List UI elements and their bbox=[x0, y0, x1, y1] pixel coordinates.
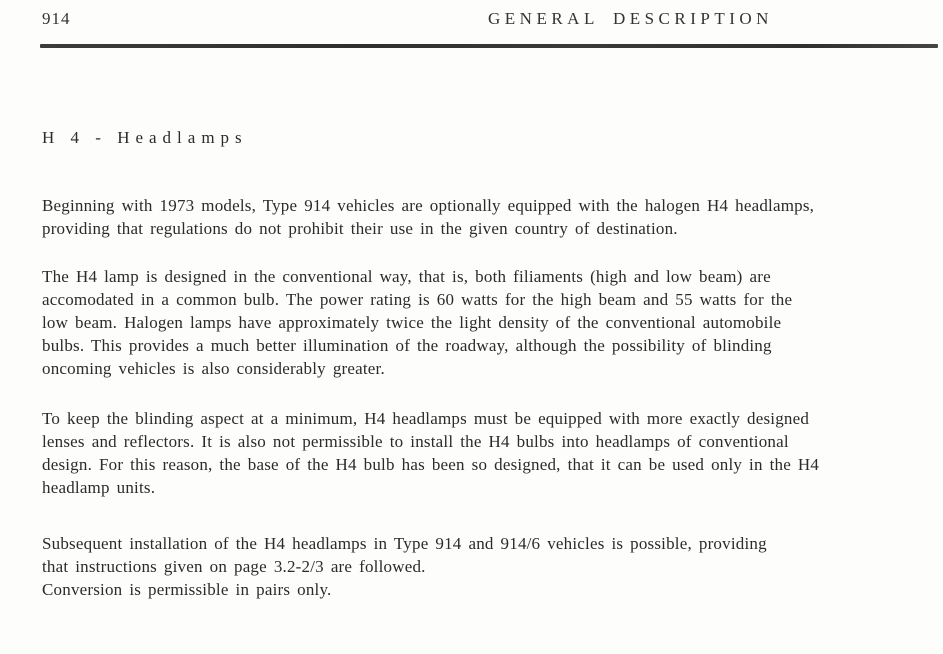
text-line: Beginning with 1973 models, Type 914 vehicles are optionally equipped with the halogen H4 headlamps, bbox=[42, 196, 815, 215]
header-divider-rule bbox=[40, 44, 938, 48]
header-title: GENERAL DESCRIPTION bbox=[488, 9, 773, 28]
text-line: oncoming vehicles is also considerably greater. bbox=[42, 359, 385, 378]
text-line: To keep the blinding aspect at a minimum, H4 headlamps must be equipped with more exactly designed bbox=[42, 409, 810, 428]
text-line: accomodated in a common bulb. The power rating is 60 watts for the high beam and 55 watts for the bbox=[42, 290, 793, 309]
text-line: that instructions given on page 3.2-2/3 are followed. bbox=[42, 557, 426, 576]
page-content bbox=[42, 128, 922, 601]
section-heading: H 4 - Headlamps bbox=[42, 128, 248, 147]
paragraph-blinding-aspect bbox=[42, 407, 922, 499]
page-header bbox=[0, 9, 943, 33]
page-number: 914 bbox=[42, 9, 71, 28]
text-line: design. For this reason, the base of the H4 bulb has been so designed, that it can be used only in the H4 bbox=[42, 455, 820, 474]
paragraph-intro bbox=[42, 194, 922, 240]
text-line: headlamp units. bbox=[42, 478, 156, 497]
text-line: providing that regulations do not prohibit their use in the given country of destination. bbox=[42, 219, 678, 238]
text-line: lenses and reflectors. It is also not permissible to install the H4 bulbs into headlamps of conventional bbox=[42, 432, 789, 451]
paragraph-lamp-design bbox=[42, 265, 922, 380]
text-line: Conversion is permissible in pairs only. bbox=[42, 580, 332, 599]
paragraph-subsequent-installation bbox=[42, 532, 922, 601]
text-line: Subsequent installation of the H4 headlamps in Type 914 and 914/6 vehicles is possible, providing bbox=[42, 534, 767, 553]
text-line: bulbs. This provides a much better illumination of the roadway, although the possibility of blinding bbox=[42, 336, 772, 355]
text-line: low beam. Halogen lamps have approximately twice the light density of the conventional automobile bbox=[42, 313, 782, 332]
text-line: The H4 lamp is designed in the conventional way, that is, both filiaments (high and low beam) are bbox=[42, 267, 771, 286]
